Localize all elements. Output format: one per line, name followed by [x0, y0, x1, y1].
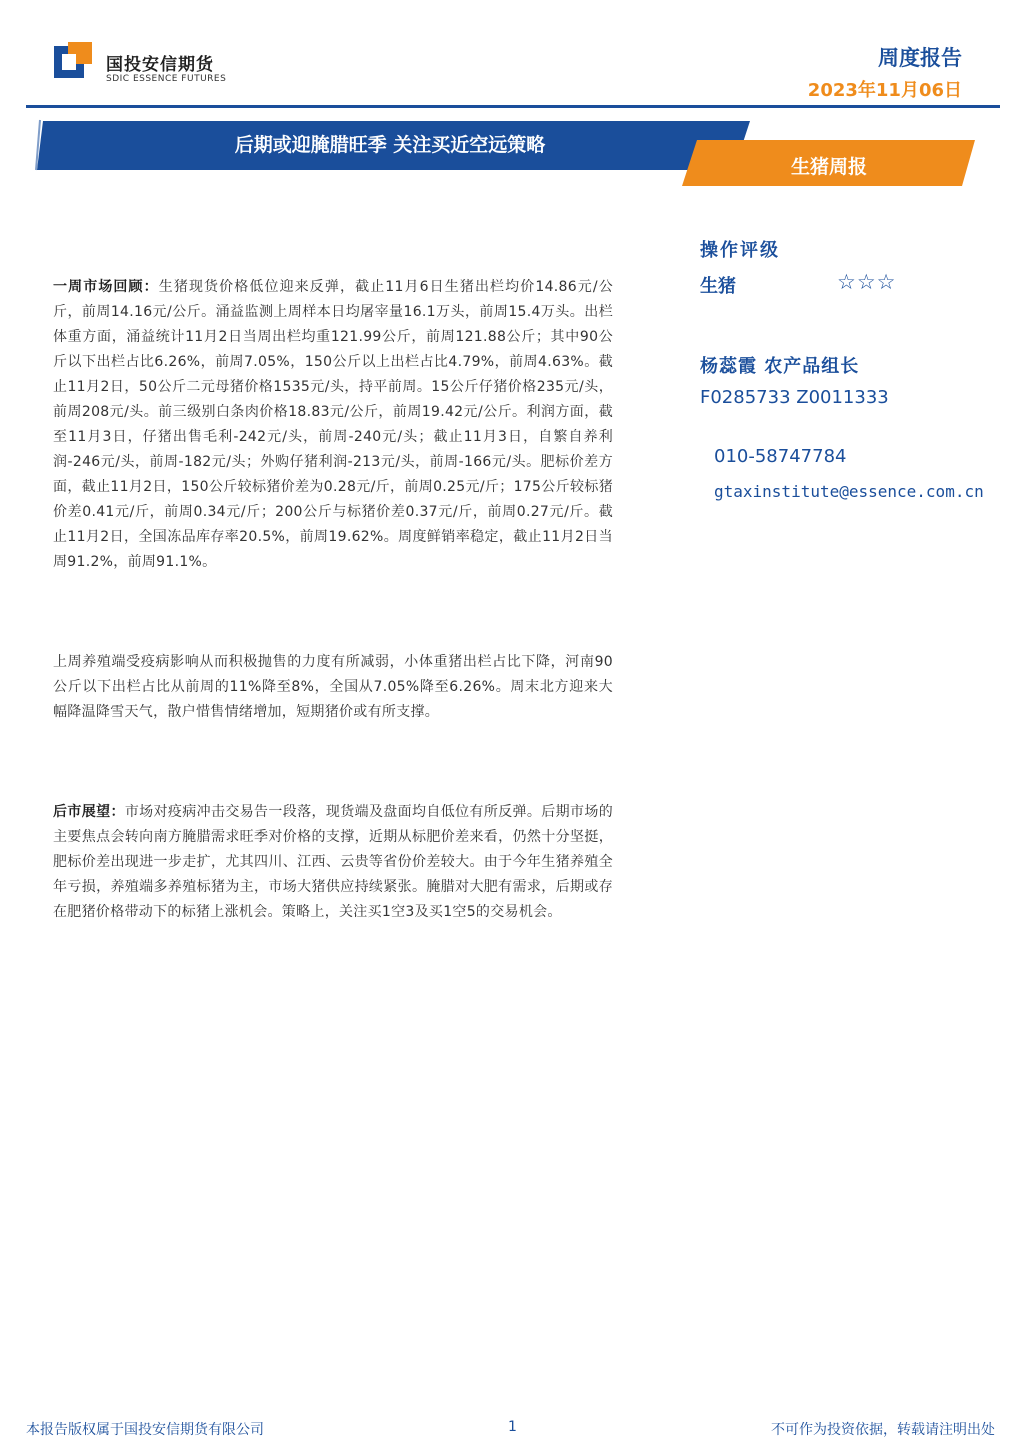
paragraph-analysis: 上周养殖端受疫病影响从而积极抛售的力度有所减弱，小体重猪出栏占比下降，河南90公斤以下出栏占比从前周的11%降至8%，全国从7.05%降至6.26%。周末北方迎来大幅降温降雪天气，散户惜售情绪增加，短期猪价或有所支撑。 — [53, 654, 613, 720]
contact-email[interactable]: gtaxinstitute@essence.com.cn — [714, 482, 984, 501]
footer-copyright: 本报告版权属于国投安信期货有限公司 — [26, 1422, 264, 1438]
analyst-license: F0285733 Z0011333 — [700, 387, 889, 408]
logo-mark-icon — [54, 42, 94, 82]
company-name-en: SDIC ESSENCE FUTURES — [106, 74, 227, 84]
analyst-name: 杨蕊霞 农产品组长 — [700, 356, 860, 377]
report-title: 后期或迎腌腊旺季 关注买近空远策略 — [234, 134, 546, 156]
company-name-cn: 国投安信期货 — [106, 55, 214, 75]
paragraph-outlook — [53, 800, 613, 925]
contact-phone: 010-58747784 — [714, 446, 847, 467]
rating-title: 操作评级 — [700, 240, 780, 261]
outlook-text: 市场对疫病冲击交易告一段落，现货端及盘面均自低位有所反弹。后期市场的主要焦点会转向南方腌腊需求旺季对价格的支撑，近期从标肥价差来看，仍然十分坚挺，肥标价差出现进一步走扩，尤其四川、江西、云贵等省份价差较大。由于今年生猪养殖全年亏损，养殖端多养殖标猪为主，市场大猪供应持续紧张。腌腊对大肥有需求，后期或存在肥猪价格带动下的标猪上涨机会。策略上，关注买1空3及买1空5的交易机会。 — [53, 804, 614, 920]
report-type: 周度报告 — [878, 46, 962, 70]
report-date: 2023年11月06日 — [807, 80, 962, 101]
rating-label: 生猪 — [700, 276, 736, 297]
header-divider — [26, 105, 1000, 108]
outlook-heading: 后市展望： — [53, 804, 125, 820]
rating-stars-icon: ☆☆☆ — [837, 270, 897, 294]
company-logo — [54, 42, 234, 88]
market-review-text: 生猪现货价格低位迎来反弹，截止11月6日生猪出栏均价14.86元/公斤，前周14.16元/公斤。涌益监测上周样本日均屠宰量16.1万头，前周15.4万头。出栏体重方面，涌益统计11月2日当周出栏均重121.99公斤，前周121.88公斤；其中90公斤以下出栏占比6.26%，前周7.05%，150公斤以上出栏占比4.79%，前周4.63%。截止11月2日，50公斤二元母猪价格1535元/头，持平前周。15公斤仔猪价格235元/头，前周208元/头。前三级别白条肉价格18.83元/公斤，前周19.42元/公斤。利润方面，截至11月3日，仔猪出售毛利-242元/头，前周-240元/头；截止11月3日，自繁自养利润-246元/头，前周-182元/头；外购仔猪利润-213元/头，前周-166元/头。肥标价差方面，截止11月2日，150公斤较标猪价差为0.28元/斤，前周0.25元/斤；175公斤较标猪价差0.41元/斤，前周0.34元/斤；200公斤与标猪价差0.37元/斤，前周0.27元/斤。截止11月2日，全国冻品库存率20.5%，前周19.62%。周度鲜销率稳定，截止11月2日当周91.2%，前周91.1%。 — [53, 279, 613, 570]
page-number: 1 — [508, 1419, 517, 1435]
market-review-heading: 一周市场回顾： — [53, 279, 159, 295]
paragraph-market-review — [53, 275, 613, 575]
footer-disclaimer: 不可作为投资依据，转载请注明出处 — [771, 1422, 995, 1438]
report-tag: 生猪周报 — [790, 156, 867, 178]
